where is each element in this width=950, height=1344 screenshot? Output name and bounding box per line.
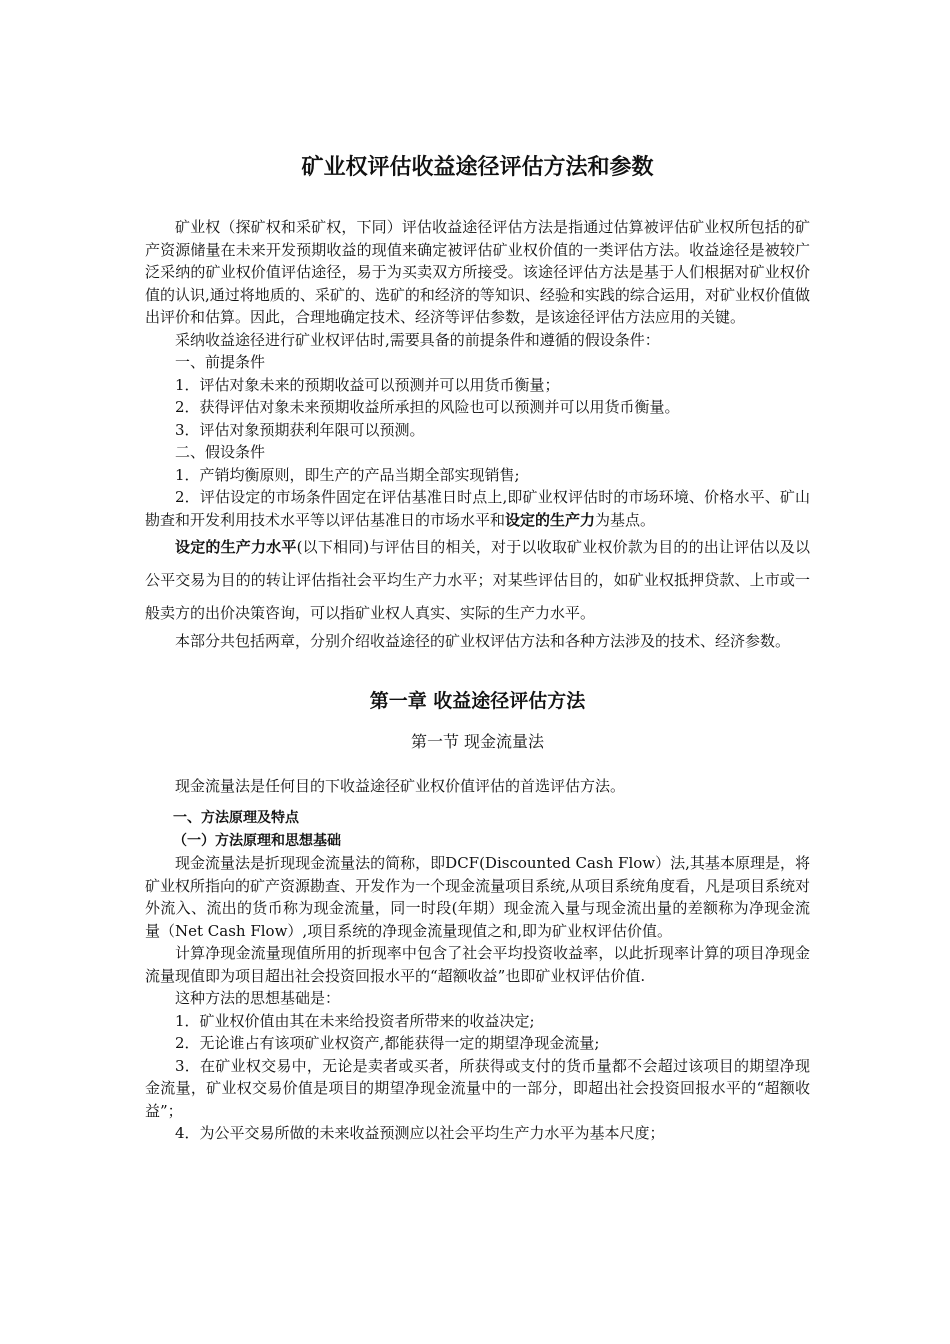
- chapter-heading: 第一章 收益途径评估方法: [369, 689, 586, 712]
- intro-paragraph: 3．评估对象预期获利年限可以预测。: [175, 420, 425, 439]
- body-paragraph: 这种方法的思想基础是：: [175, 989, 341, 1007]
- assumption-2-paragraph: 2．评估设定的市场条件固定在评估基准日时点上,即矿业权评估时的市场环境、价格水平、矿山勘查和开发利用技术水平等以评估基准日的市场水平和设定的生产力为基点。: [145, 488, 810, 529]
- body-paragraph: 4．为公平交易所做的未来收益预测应以社会平均生产力水平为基本尺度；: [175, 1124, 665, 1142]
- intro-paragraph: 二、假设条件: [175, 443, 266, 461]
- body-paragraph: 1．矿业权价值由其在未来给投资者所带来的收益决定;: [175, 1011, 535, 1030]
- dcf-intro-paragraph: 现金流量法是任何目的下收益途径矿业权价值评估的首选评估方法。: [175, 776, 626, 795]
- intro-paragraph: 采纳收益途径进行矿业权评估时,需要具备的前提条件和遵循的假设条件：: [175, 330, 660, 349]
- scope-paragraph: 本部分共包括两章，分别介绍收益途径的矿业权评估方法和各种方法涉及的技术、经济参数。: [175, 632, 791, 650]
- intro-paragraph: 矿业权（探矿权和采矿权，下同）评估收益途径评估方法是指通过估算被评估矿业权所包括的矿产资源储量在未来开发预期收益的现值来确定被评估矿业权价值的一类评估方法。收益途径是被较广泛采纳的矿业权价值评估途径，易于为买卖双方所接受。该途径评估方法是基于人们根据对矿业权价值的认识,通过将地质的、采矿的、选矿的和经济的等知识、经验和实践的综合运用，对矿业权价值做出评价和估算。因此，合理地确定技术、经济等评估参数，是该途径评估方法应用的关键。: [145, 218, 810, 326]
- capacity-paragraph: 设定的生产力水平(以下相同)与评估目的相关，对于以收取矿业权价款为目的的出让评估以及以公平交易为目的的转让评估指社会平均生产力水平；对某些评估目的，如矿业权抵押贷款、上市或一般卖方的出价决策咨询，可以指矿业权人真实、实际的生产力水平。: [145, 538, 810, 622]
- intro-paragraph: 1．评估对象未来的预期收益可以预测并可以用货币衡量；: [175, 375, 560, 394]
- intro-paragraph: 一、前提条件: [175, 353, 266, 371]
- document-title: 矿业权评估收益途径评估方法和参数: [301, 155, 654, 180]
- intro-paragraph: 2．获得评估对象未来预期收益所承担的风险也可以预测并可以用货币衡量。: [175, 398, 680, 416]
- body-paragraph: 计算净现金流量现值所用的折现率中包含了社会平均投资收益率，以此折现率计算的项目净现金流量现值即为项目超出社会投资回报水平的“超额收益”也即矿业权评估价值.: [145, 944, 810, 985]
- body-paragraph: 现金流量法是折现现金流量法的简称，即DCF(Discounted Cash Flow）法,其基本原理是，将矿业权所指向的矿产资源勘查、开发作为一个现金流量项目系统,从项目系统角度看，凡是项目系统对外流入、流出的货币称为现金流量，同一时段(年期）现金流入量与现金流出量的差额称为净现金流量（Net Cash Flow）,项目系统的净现金流量现值之和,即为矿业权评估价值。: [145, 854, 810, 940]
- subheading: 一、方法原理及特点: [173, 810, 299, 826]
- body-paragraph: 3．在矿业权交易中，无论是卖者或买者，所获得或支付的货币量都不会超过该项目的期望净现金流量，矿业权交易价值是项目的期望净现金流量中的一部分，即超出社会投资回报水平的“超额收益”；: [145, 1056, 810, 1120]
- intro-paragraph: 1．产销均衡原则，即生产的产品当期全部实现销售;: [175, 465, 520, 484]
- subheading: （一）方法原理和思想基础: [173, 832, 341, 849]
- section-heading: 第一节 现金流量法: [410, 731, 545, 751]
- document-page: [145, 150, 810, 1145]
- body-paragraph: 2．无论谁占有该项矿业权资产,都能获得一定的期望净现金流量;: [175, 1034, 600, 1052]
